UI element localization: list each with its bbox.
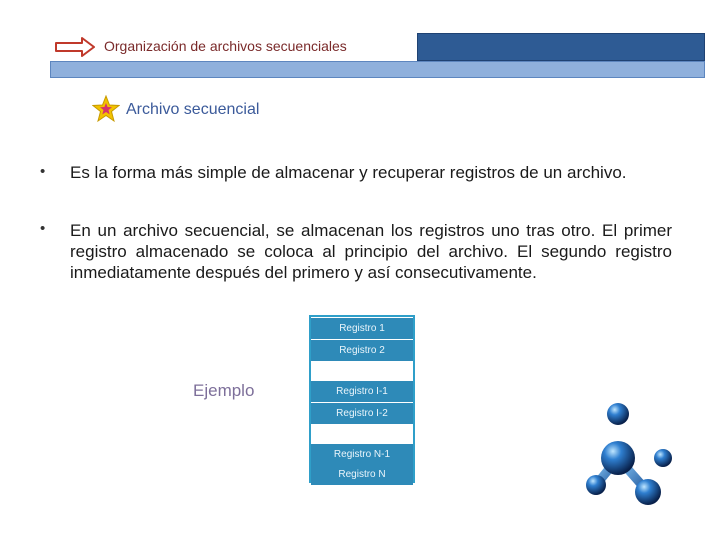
bullet-item: En un archivo secuencial, se almacenan los registros uno tras otro. El primer registro almacenado se coloca al principio del archivo. El segundo registro inmediatamente después del primero y así consecutivamente. — [70, 221, 672, 282]
records-table — [309, 315, 415, 483]
record-cell: Registro N-1 — [311, 444, 413, 465]
star-icon — [92, 95, 120, 123]
arrow-right-icon — [54, 37, 96, 57]
molecule-graphic — [578, 400, 688, 510]
example-label: Ejemplo — [193, 381, 255, 400]
header-title: Organización de archivos secuenciales — [104, 38, 347, 54]
record-cell: Registro I-2 — [311, 403, 413, 424]
bullet-marker: • — [40, 220, 46, 237]
record-cell: Registro 2 — [311, 340, 413, 361]
bullet-item: Es la forma más simple de almacenar y recuperar registros de un archivo. — [70, 163, 627, 182]
header-dark-box — [417, 33, 705, 61]
record-cell: Registro 1 — [311, 318, 413, 339]
bullet-marker: • — [40, 163, 46, 180]
section-title: Archivo secuencial — [126, 101, 260, 118]
record-cell: Registro N — [311, 464, 413, 485]
header-band — [50, 61, 705, 78]
record-cell: Registro I-1 — [311, 381, 413, 402]
